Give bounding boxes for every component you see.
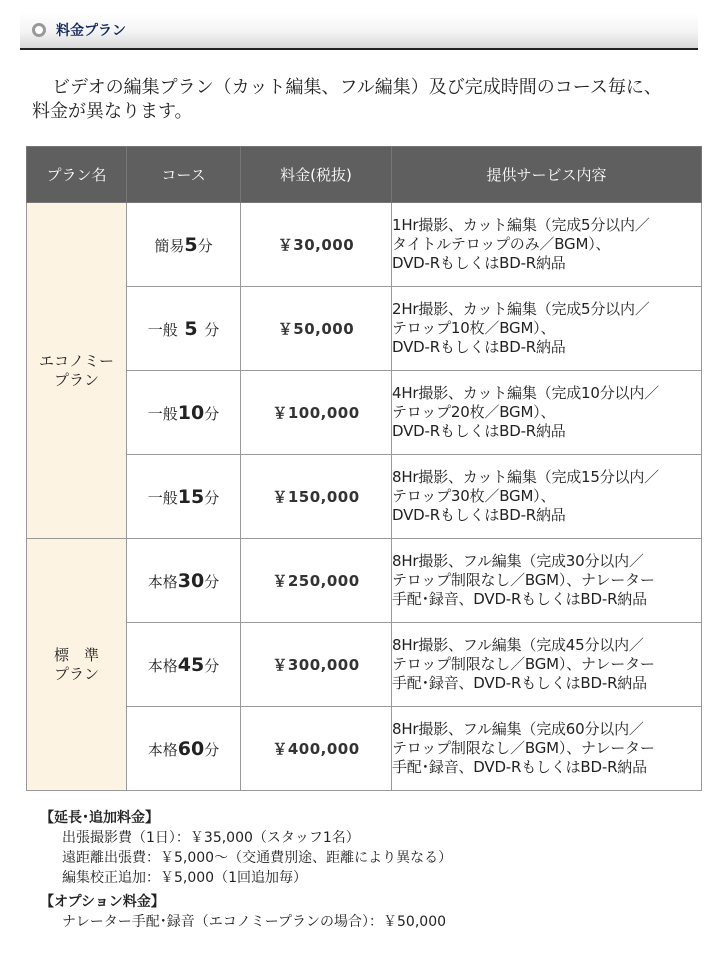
note-heading: 【オプション料金】 <box>40 894 165 910</box>
course-cell <box>127 455 241 539</box>
pricing-table <box>26 146 702 791</box>
fee-cell: ￥30,000 <box>241 203 392 287</box>
fee-cell: ￥250,000 <box>241 539 392 623</box>
course-suffix: 分 <box>204 320 220 339</box>
course-num: 15 <box>177 485 205 508</box>
column-header-course: コース <box>127 147 241 203</box>
course-cell <box>127 707 241 791</box>
course-suffix: 分 <box>204 488 220 507</box>
table-row <box>27 623 702 707</box>
note-item: 編集校正追加：￥5,000（1回追加毎） <box>62 870 307 886</box>
fee-cell: ￥50,000 <box>241 287 392 371</box>
course-num: 10 <box>177 401 205 424</box>
course-prefix: 一般 <box>147 404 178 423</box>
course-cell <box>127 539 241 623</box>
table-row <box>27 287 702 371</box>
intro-text: ビデオの編集プラン（カット編集、フル編集）及び完成時間のコース毎に、 料金が異なります。 <box>32 77 662 122</box>
service-cell: 2Hr撮影、カット編集（完成5分以内／ テロップ10枚／BGM）、 DVD-RもしくはBD-R納品 <box>392 287 702 371</box>
course-prefix: 本格 <box>147 656 178 675</box>
fee-cell: ￥100,000 <box>241 371 392 455</box>
table-row <box>27 539 702 623</box>
course-num: 30 <box>177 569 205 592</box>
course-suffix: 分 <box>204 656 220 675</box>
course-prefix: 一般 <box>147 488 178 507</box>
service-cell: 4Hr撮影、カット編集（完成10分以内／ テロップ20枚／BGM）、 DVD-RもしくはBD-R納品 <box>392 371 702 455</box>
course-num: 45 <box>177 653 205 676</box>
column-header-fee: 料金(税抜) <box>241 147 392 203</box>
note-heading: 【延長･追加料金】 <box>40 810 159 826</box>
course-cell <box>127 623 241 707</box>
note-item: ナレーター手配･録音（エコノミープランの場合）：￥50,000 <box>62 914 447 930</box>
section-header <box>20 12 698 50</box>
column-header-service: 提供サービス内容 <box>392 147 702 203</box>
table-row <box>27 371 702 455</box>
note-item: 出張撮影費（1日）：￥35,000（スタッフ1名） <box>62 830 360 846</box>
service-cell: 8Hr撮影、フル編集（完成30分以内／ テロップ制限なし／BGM）、ナレーター 手配･録音、DVD-RもしくはBD-R納品 <box>392 539 702 623</box>
table-body <box>27 203 702 791</box>
course-prefix: 簡易 <box>154 236 185 255</box>
table-row <box>27 203 702 287</box>
service-cell: 1Hr撮影、カット編集（完成5分以内／ タイトルテロップのみ／BGM）、 DVD-RもしくはBD-R納品 <box>392 203 702 287</box>
course-cell <box>127 203 241 287</box>
service-cell: 8Hr撮影、フル編集（完成45分以内／ テロップ制限なし／BGM）、ナレーター 手配･録音、DVD-RもしくはBD-R納品 <box>392 623 702 707</box>
course-suffix: 分 <box>204 572 220 591</box>
course-num: 60 <box>177 737 205 760</box>
course-cell <box>127 371 241 455</box>
course-cell <box>127 287 241 371</box>
column-header-plan: プラン名 <box>27 147 127 203</box>
table-header-row <box>27 147 702 203</box>
fee-cell: ￥150,000 <box>241 455 392 539</box>
plan-name-cell: エコノミー プラン <box>27 203 127 539</box>
course-num: 5 <box>177 317 205 340</box>
course-suffix: 分 <box>197 236 213 255</box>
service-cell: 8Hr撮影、カット編集（完成15分以内／ テロップ30枚／BGM）、 DVD-RもしくはBD-R納品 <box>392 455 702 539</box>
table-row <box>27 455 702 539</box>
course-prefix: 一般 <box>147 320 178 339</box>
service-cell: 8Hr撮影、フル編集（完成60分以内／ テロップ制限なし／BGM）、ナレーター 手配･録音、DVD-RもしくはBD-R納品 <box>392 707 702 791</box>
section-title: 料金プラン <box>56 23 126 39</box>
table-row <box>27 707 702 791</box>
course-suffix: 分 <box>204 740 220 759</box>
course-suffix: 分 <box>204 404 220 423</box>
course-prefix: 本格 <box>147 572 178 591</box>
plan-name-cell: 標 準 プラン <box>27 539 127 791</box>
fee-cell: ￥300,000 <box>241 623 392 707</box>
fee-cell: ￥400,000 <box>241 707 392 791</box>
notes-section <box>40 808 700 932</box>
circle-bullet-icon <box>32 23 46 37</box>
course-num: 5 <box>184 233 198 256</box>
course-prefix: 本格 <box>147 740 178 759</box>
note-item: 遠距離出張費：￥5,000～（交通費別途、距離により異なる） <box>62 850 453 866</box>
